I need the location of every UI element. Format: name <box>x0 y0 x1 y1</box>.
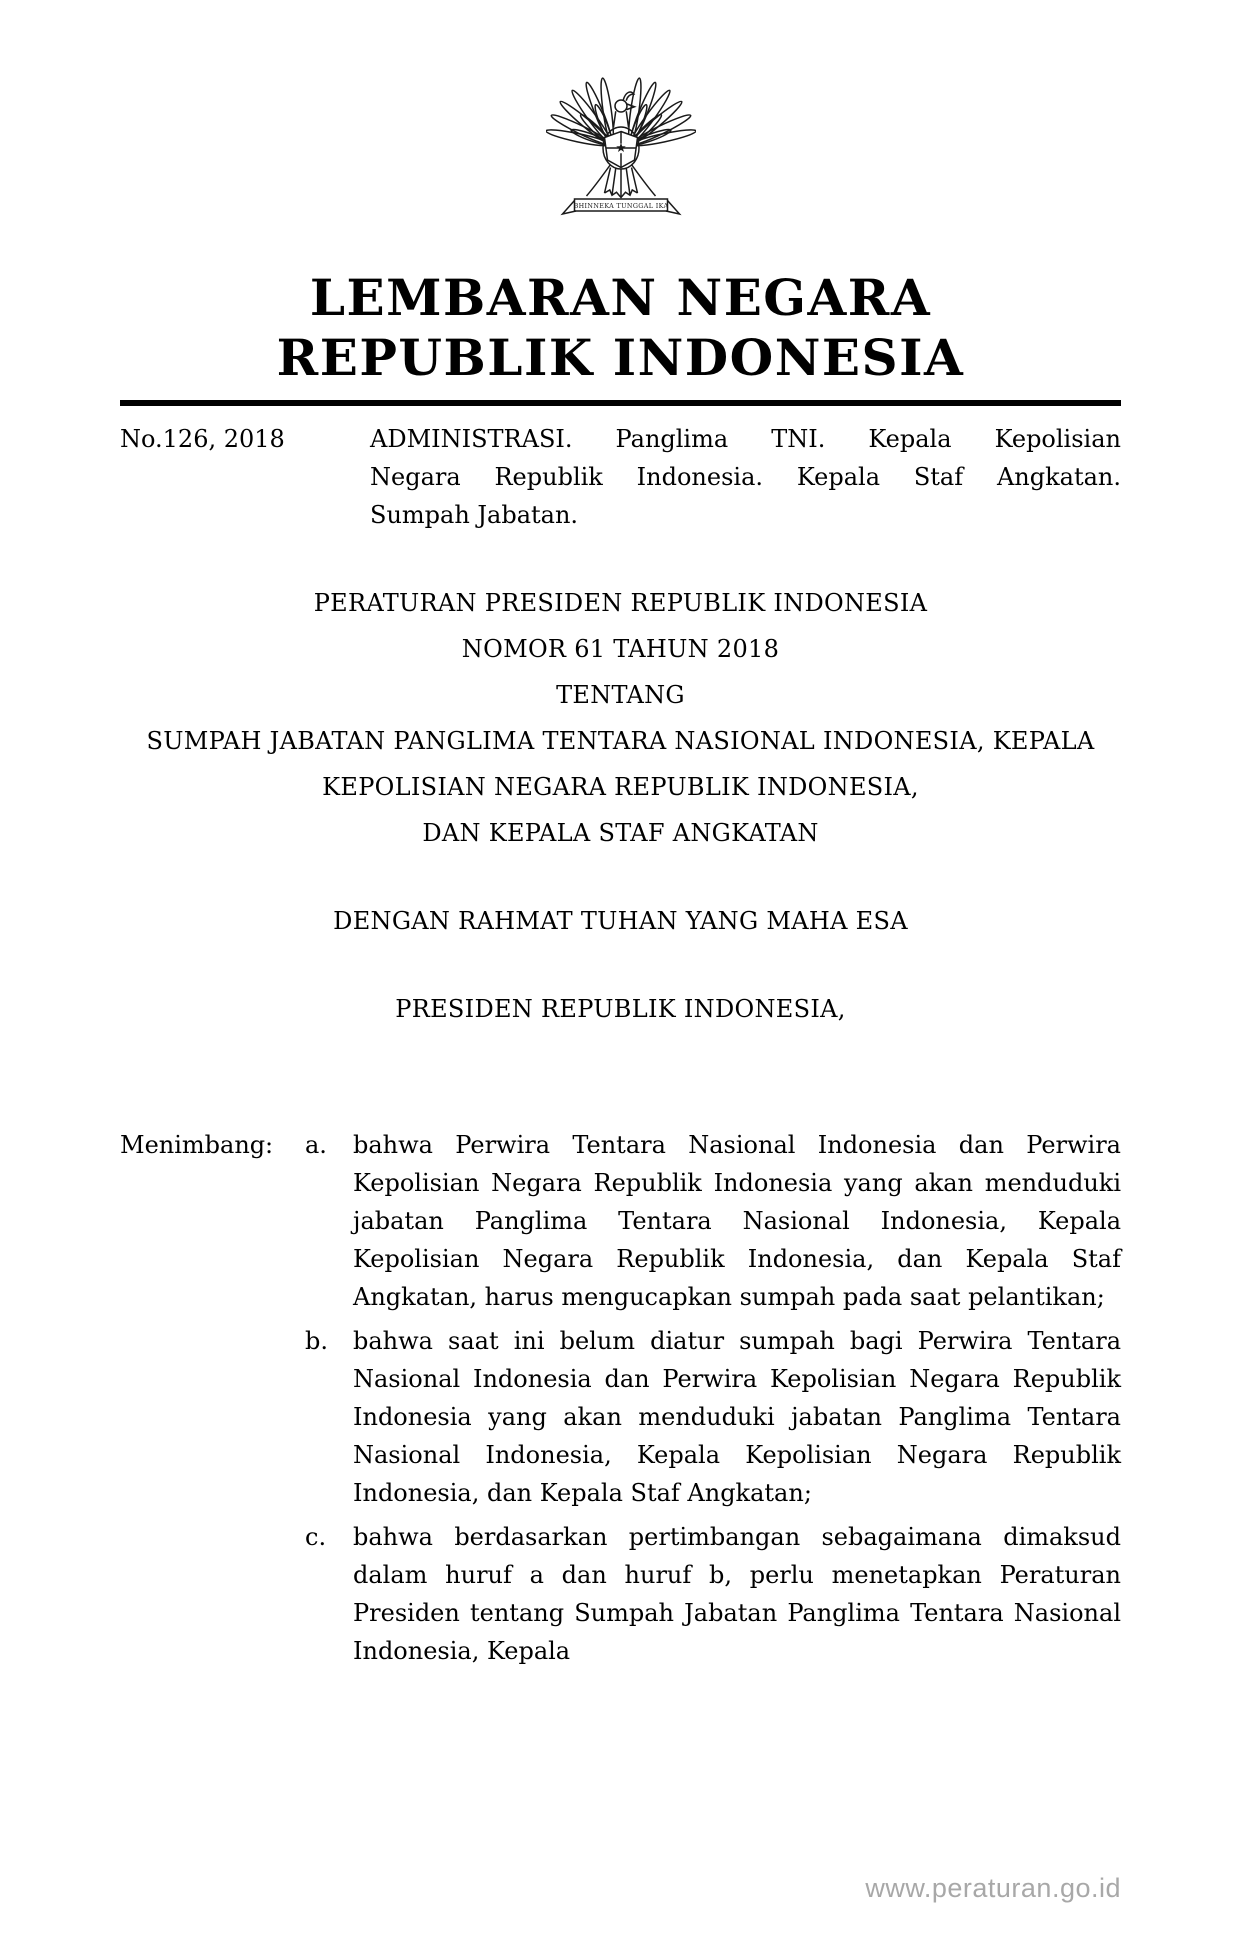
gazette-meta-row <box>120 420 1121 534</box>
considerations-label: Menimbang <box>120 1131 266 1159</box>
regulation-type: PERATURAN PRESIDEN REPUBLIK INDONESIA <box>313 589 928 617</box>
regulation-subject-line: SUMPAH JABATAN PANGLIMA TENTARA NASIONAL INDONESIA, KEPALA <box>146 727 1095 755</box>
emblem-motto: BHINNEKA TUNGGAL IKA <box>573 202 668 210</box>
subject-abstract <box>370 420 1121 534</box>
regulation-title-block <box>120 580 1121 1032</box>
footer-url[interactable]: www.peraturan.go.id <box>865 1873 1121 1903</box>
considerations-section <box>120 1126 1121 1670</box>
considerations-list <box>305 1126 1121 1670</box>
regulation-subject-line: KEPOLISIAN NEGARA REPUBLIK INDONESIA, <box>322 773 919 801</box>
tentang-label: TENTANG <box>556 681 685 709</box>
masthead-title <box>120 268 1121 388</box>
item-marker: b. <box>305 1327 328 1355</box>
header-rule <box>120 400 1121 406</box>
gazette-number: No.126, 2018 <box>120 425 285 453</box>
item-text: bahwa berdasarkan pertimbangan sebagaimana dimaksud dalam huruf a dan huruf b, perlu menetapkan Peraturan Presiden tentang Sumpah Jabatan Panglima Tentara Nasional Indonesia, Kepala <box>353 1523 1121 1665</box>
masthead-line-1: LEMBARAN NEGARA <box>309 268 932 327</box>
national-emblem <box>120 76 1121 250</box>
regulation-subject-line: DAN KEPALA STAF ANGKATAN <box>422 819 819 847</box>
item-marker: c. <box>305 1523 327 1551</box>
regulation-number: NOMOR 61 TAHUN 2018 <box>461 635 780 663</box>
masthead-line-2: REPUBLIK INDONESIA <box>276 328 965 387</box>
invocation-line: DENGAN RAHMAT TUHAN YANG MAHA ESA <box>333 907 908 935</box>
item-text: bahwa saat ini belum diatur sumpah bagi Perwira Tentara Nasional Indonesia dan Perwira Kepolisian Negara Republik Indonesia yang akan menduduki jabatan Panglima Tentara Nasional Indonesia, Kepala Kepolisian Negara Republik Indonesia, dan Kepala Staf Angkatan; <box>353 1327 1121 1507</box>
consideration-item-c <box>305 1518 1121 1670</box>
consideration-item-b <box>305 1322 1121 1512</box>
subject-line: Sumpah Jabatan. <box>370 501 579 529</box>
authority-line: PRESIDEN REPUBLIK INDONESIA, <box>395 995 846 1023</box>
considerations-separator: : <box>265 1131 274 1159</box>
item-marker: a. <box>305 1131 327 1159</box>
subject-line: Negara Republik Indonesia. Kepala Staf Angkatan. <box>370 463 1121 491</box>
consideration-item-a <box>305 1126 1121 1316</box>
item-text: bahwa Perwira Tentara Nasional Indonesia dan Perwira Kepolisian Negara Republik Indonesia yang akan menduduki jabatan Panglima Tentara Nasional Indonesia, Kepala Kepolisian Negara Republik Indonesia, dan Kepala Staf Angkatan, harus mengucapkan sumpah pada saat pelantikan; <box>353 1131 1121 1311</box>
subject-line: ADMINISTRASI. Panglima TNI. Kepala Kepolisian <box>370 425 1121 453</box>
garuda-pancasila-icon <box>546 76 696 250</box>
